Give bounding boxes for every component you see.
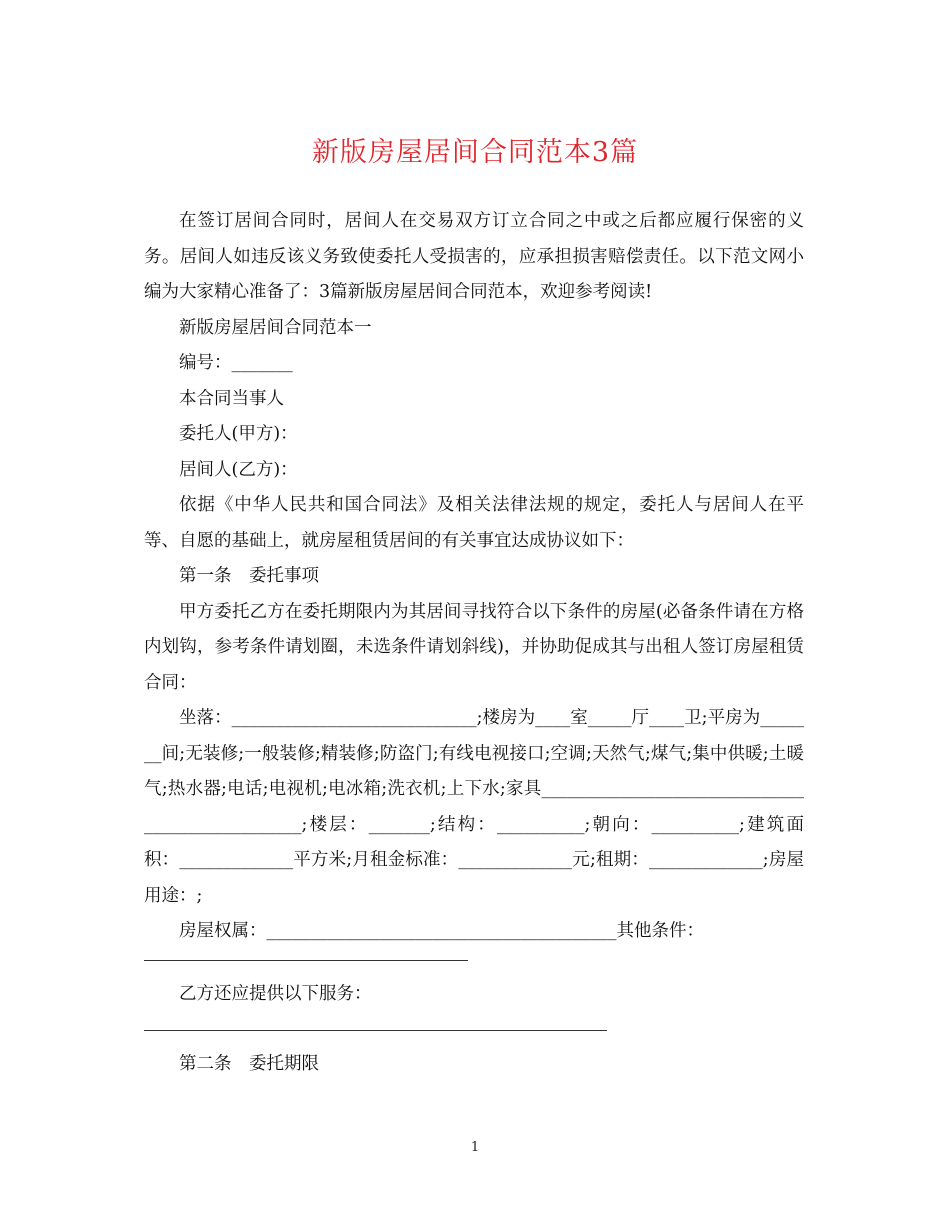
contract-number-line: 编号：_______ <box>179 353 293 373</box>
parties-heading: 本合同当事人 <box>179 388 284 409</box>
party-b-line: 居间人(乙方)： <box>179 459 298 480</box>
page-number: 1 <box>470 1140 480 1155</box>
party-a-line: 委托人(甲方)： <box>179 424 298 444</box>
entrust-paragraph: 甲方委托乙方在委托期限内为其居间寻找符合以下条件的房屋(必备条件请在方格内划钩，参考条件请划圈，未选条件请划斜线)，并协助促成其与出租人签订房屋租赁合同： <box>144 601 804 693</box>
document-body <box>144 204 804 1083</box>
ownership-line: 房屋权属：________________________________________其他条件： <box>179 921 704 941</box>
intro-paragraph: 在签订居间合同时，居间人在交易双方订立合同之中或之后都应履行保密的义务。居间人如违反该义务致使委托人受损害的，应承担损害赔偿责任。以下范文网小编为大家精心准备了：3篇新版房屋居间合同范本，欢迎参考阅读! <box>144 211 804 302</box>
contract-one-heading: 新版房屋居间合同范本一 <box>179 317 372 338</box>
services-line: 乙方还应提供以下服务： <box>179 983 372 1004</box>
property-conditions-paragraph: 坐落：____________________________;楼房为____室_____厅____卫;平房为_______间;无装修;一般装修;精装修;防盗门;有线电视接口;空调;天然气;煤气;集中供暖;土暖气;热水器;电话;电视机;电冰箱;洗衣机;上下水;家具________________________________________________;楼层：_______;结构：__________;朝向：__________;建筑面积：_____________平方米;月租金标准：_____________元;租期：_____________;房屋用途：; <box>144 708 804 906</box>
legal-basis-paragraph: 依据《中华人民共和国合同法》及相关法律法规的规定，委托人与居间人在平等、自愿的基础上，就房屋租赁居间的有关事宜达成协议如下： <box>144 495 804 551</box>
document-title: 新版房屋居间合同范本3篇 <box>311 137 639 168</box>
article-two-heading: 第二条 委托期限 <box>179 1054 319 1074</box>
article-one-heading: 第一条 委托事项 <box>179 566 319 586</box>
